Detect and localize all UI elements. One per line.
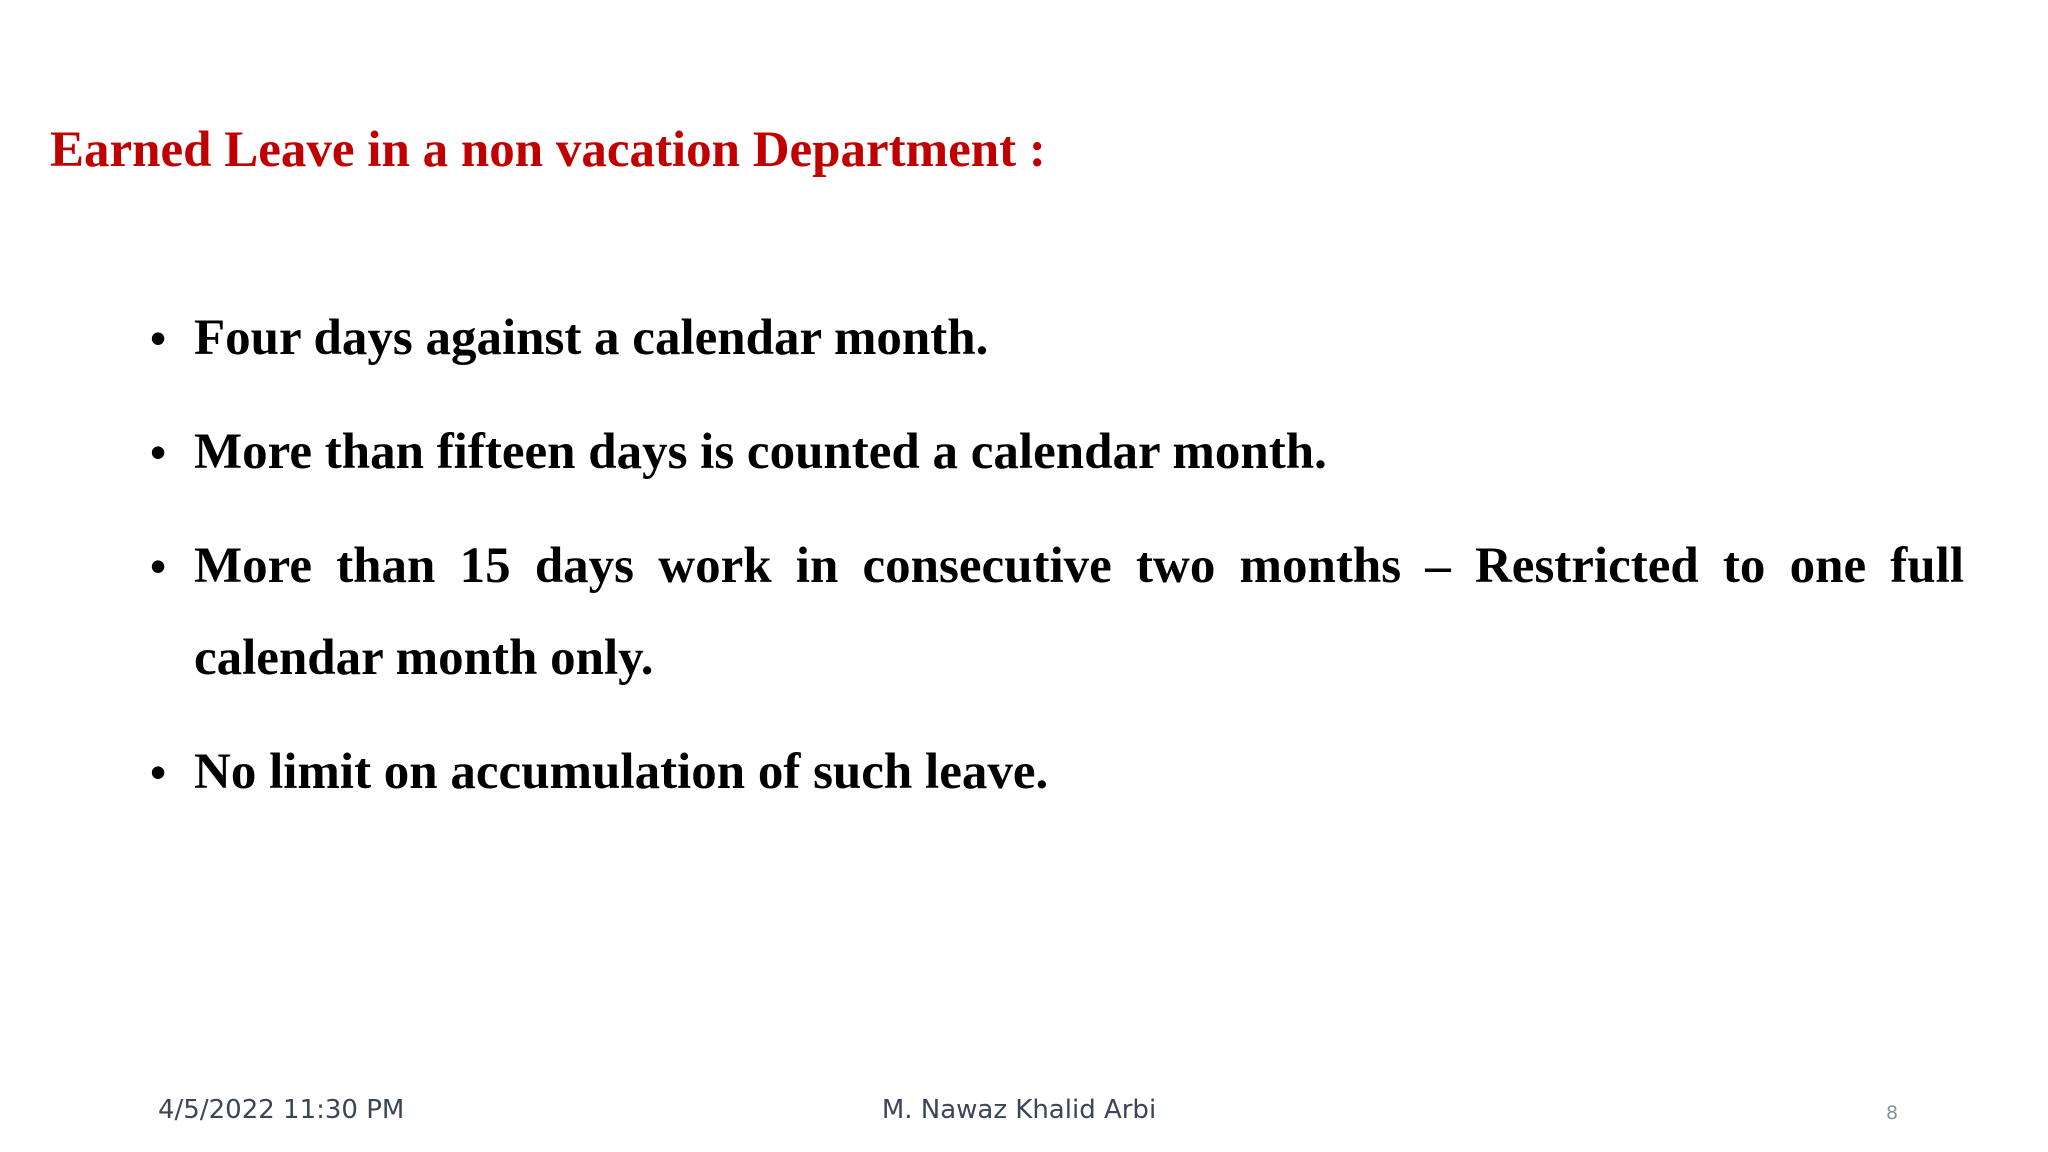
bullet-text: More than 15 days work in consecutive two months – Restricted to one full calendar month only. [194,538,1964,686]
bullet-text: Four days against a calendar month. [194,310,989,366]
slide-title: Earned Leave in a non vacation Department : [50,122,1046,178]
page-number: 8 [1886,1102,1899,1124]
bullet-icon: • [150,312,167,364]
bullet-item-2 [150,406,1964,498]
bullet-item-3 [150,520,1964,704]
bullet-item-4 [150,726,1964,818]
bullet-icon: • [150,746,167,798]
bullet-text: No limit on accumulation of such leave. [194,744,1049,800]
footer-author: M. Nawaz Khalid Arbi [881,1095,1157,1125]
footer-date: 4/5/2022 11:30 PM [158,1095,405,1125]
bullet-icon: • [150,540,167,592]
bullet-icon: • [150,426,167,478]
bullet-list [150,292,1964,840]
bullet-item-1 [150,292,1964,384]
bullet-text: More than fifteen days is counted a calendar month. [194,424,1327,480]
